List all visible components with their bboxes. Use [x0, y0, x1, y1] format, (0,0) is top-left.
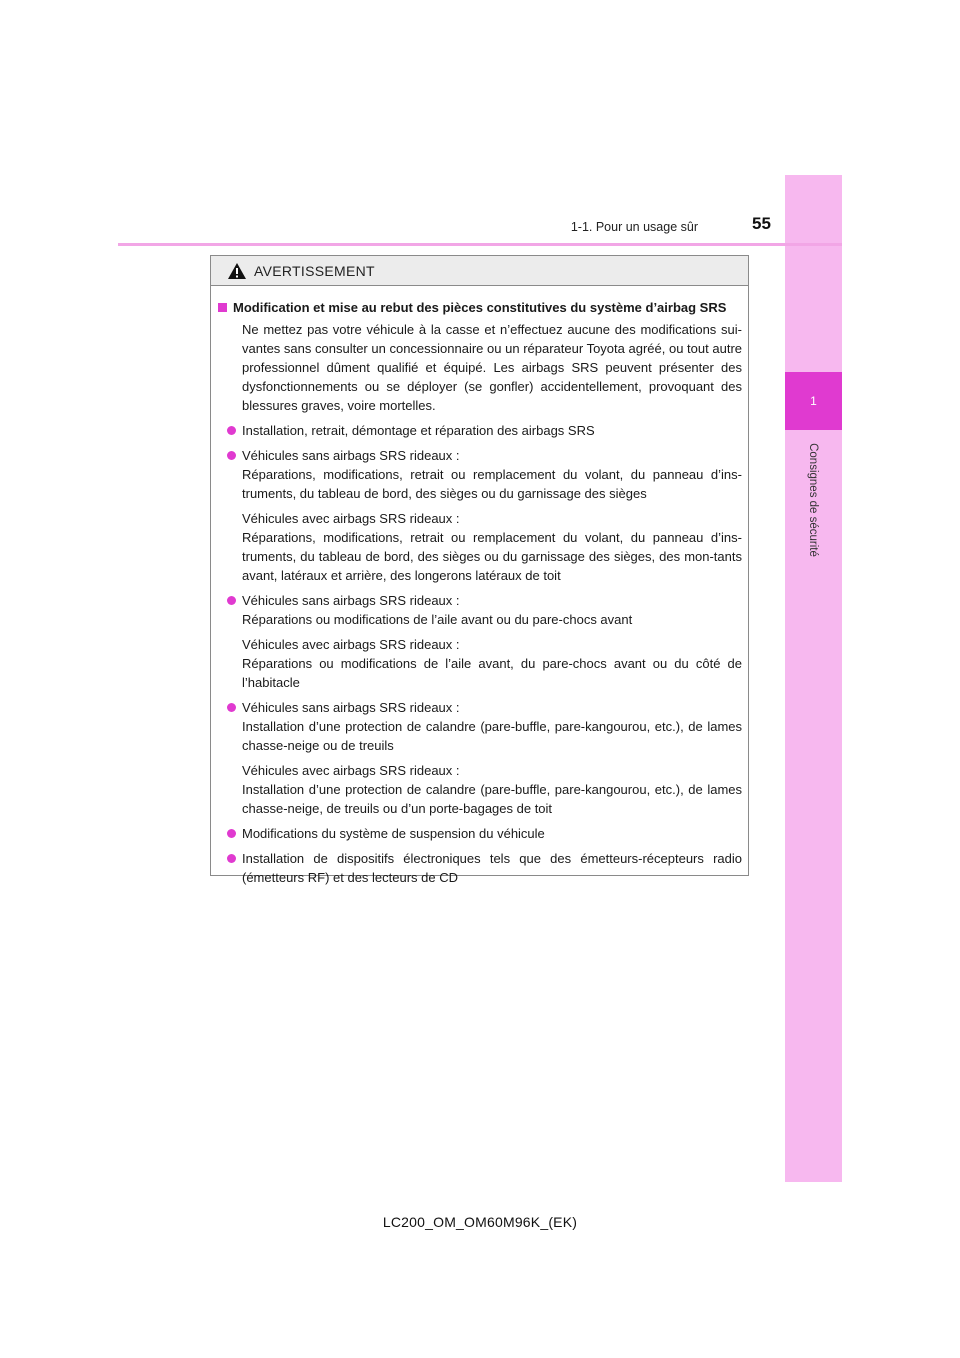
list-item: [217, 824, 742, 843]
item-line: Réparations ou modifications de l’aile avant ou du pare-chocs avant: [242, 612, 633, 627]
section-title: 1-1. Pour un usage sûr: [570, 220, 698, 234]
item-line: Véhicules avec airbags SRS rideaux :: [242, 511, 460, 526]
warning-subheading: [217, 298, 742, 317]
item-line: Véhicules sans airbags SRS rideaux :: [242, 593, 460, 608]
circle-bullet-icon: [227, 426, 236, 435]
item-line: Véhicules avec airbags SRS rideaux :: [242, 763, 460, 778]
subheading-text: Modification et mise au rebut des pièces constitutives du système d’airbag SRS: [233, 300, 727, 315]
warning-body: [211, 286, 748, 887]
item-subsection: [242, 635, 742, 692]
side-tab: [785, 175, 842, 1182]
item-line: Installation d’une protection de calandre (pare-buffle, pare-kangourou, etc.), de lames chasse-neige ou de treuils: [242, 719, 742, 753]
list-item: [217, 698, 742, 818]
item-line: Installation de dispositifs électroniques tels que des émetteurs-récepteurs radio (émetteurs RF) et des lecteurs de CD: [242, 851, 742, 885]
list-item: [217, 446, 742, 585]
item-subsection: [242, 761, 742, 818]
item-line: Véhicules avec airbags SRS rideaux :: [242, 637, 460, 652]
list-item: [217, 421, 742, 440]
item-line: Véhicules sans airbags SRS rideaux :: [242, 448, 460, 463]
chapter-number: 1: [810, 394, 817, 408]
item-line: Véhicules sans airbags SRS rideaux :: [242, 700, 460, 715]
item-line: Installation d’une protection de calandre (pare-buffle, pare-kangourou, etc.), de lames chasse-neige, de treuils ou d’un porte-bagages de toit: [242, 782, 742, 816]
warning-triangle-icon: [227, 262, 247, 280]
square-bullet-icon: [218, 303, 227, 312]
item-line: Réparations, modifications, retrait ou remplacement du volant, du panneau d’ins-truments, du tableau de bord, des sièges ou du garnissage des sièges, des mon-tants avant, latéraux et arrière, des longerons latéraux de toit: [242, 530, 742, 583]
item-subsection: [242, 509, 742, 585]
list-item: [217, 591, 742, 692]
circle-bullet-icon: [227, 596, 236, 605]
item-line: Modifications du système de suspension du véhicule: [242, 826, 545, 841]
circle-bullet-icon: [227, 703, 236, 712]
warning-paragraph: Ne mettez pas votre véhicule à la casse et n’effectuez aucune des modifications sui-vantes sans consulter un concessionnaire ou un réparateur Toyota agréé, ou tout autre professionnel dûment qualifié et équipé. Les airbags SRS peuvent présenter des dysfonctionnements ou se déployer (se gonfler) accidentellement, provoquant des blessures graves, voire mortelles.: [242, 322, 742, 413]
page-number: 55: [752, 214, 771, 233]
item-line: Réparations, modifications, retrait ou remplacement du volant, du panneau d’ins-truments, du tableau de bord, des sièges ou du garnissage des sièges: [242, 467, 742, 501]
item-line: Réparations ou modifications de l’aile avant, du pare-chocs avant ou du côté de l’habitacle: [242, 656, 742, 690]
warning-box: [210, 255, 749, 885]
warning-header: [211, 256, 748, 286]
circle-bullet-icon: [227, 854, 236, 863]
item-line: Installation, retrait, démontage et réparation des airbags SRS: [242, 423, 595, 438]
header-rule: [118, 243, 842, 246]
warning-title: AVERTISSEMENT: [254, 262, 375, 279]
circle-bullet-icon: [227, 829, 236, 838]
circle-bullet-icon: [227, 451, 236, 460]
list-item: [217, 849, 742, 887]
chapter-label: Consignes de sécurité: [807, 443, 819, 557]
document-code: LC200_OM_OM60M96K_(EK): [382, 1214, 578, 1230]
chapter-number-tab[interactable]: [785, 372, 842, 430]
